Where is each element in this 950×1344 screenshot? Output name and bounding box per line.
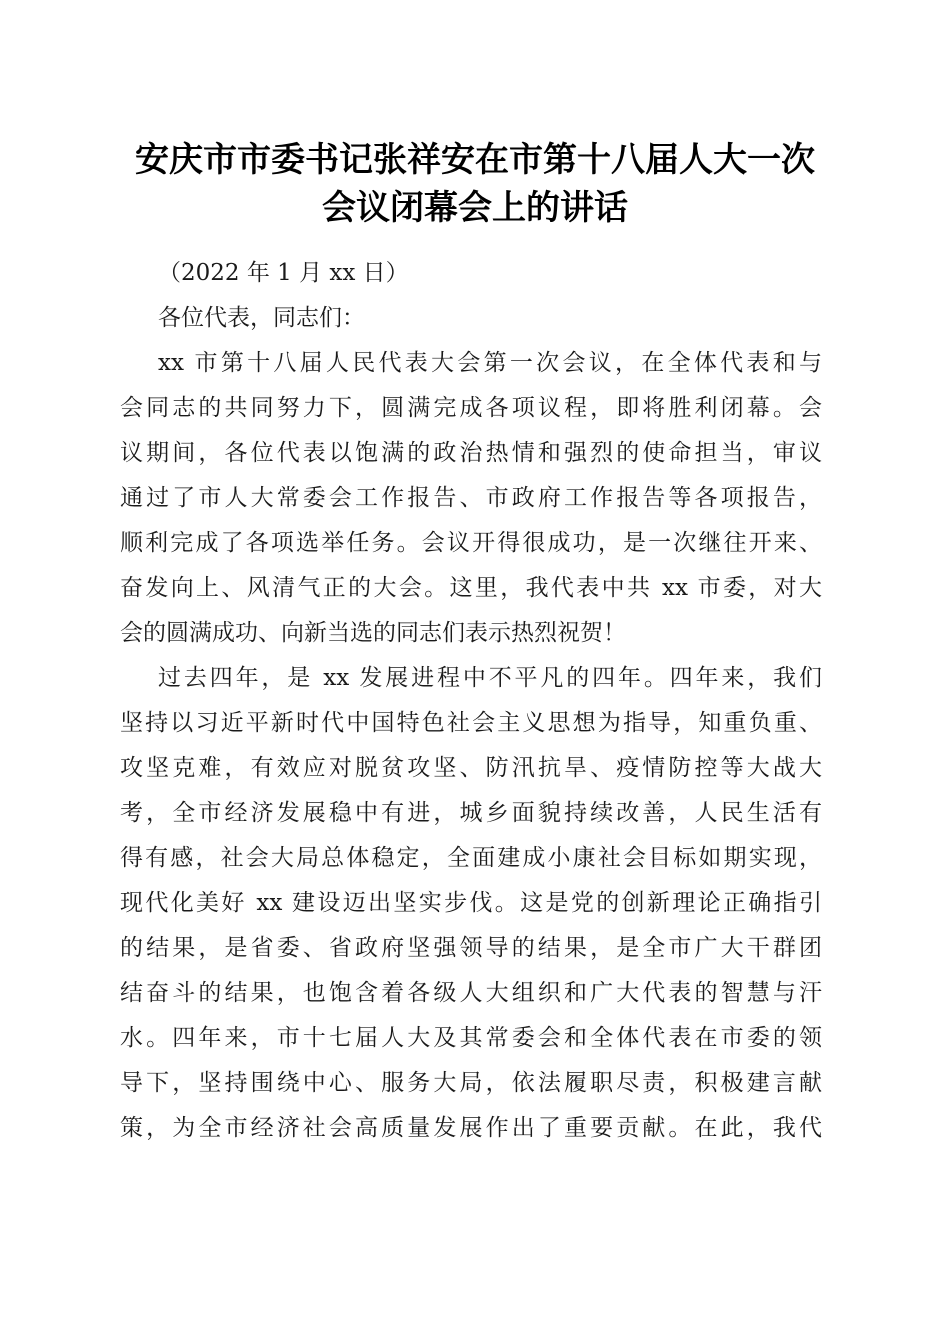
paragraph-1-line-5: 顺利完成了各项选举任务。会议开得很成功，是一次继往开来、 xyxy=(120,530,822,556)
title-line-2: 会议闭幕会上的讲话 xyxy=(322,188,628,228)
paragraph-1-line-1: xx 市第十八届人民代表大会第一次会议，在全体代表和与 xyxy=(158,350,822,376)
paragraph-2-line-1: 过去四年，是 xx 发展进程中不平凡的四年。四年来，我们 xyxy=(158,665,822,691)
paragraph-2-line-5: 得有感，社会大局总体稳定，全面建成小康社会目标如期实现， xyxy=(120,845,822,871)
paragraph-1-line-3: 议期间，各位代表以饱满的政治热情和强烈的使命担当，审议 xyxy=(120,440,822,466)
paragraph-2-line-7: 的结果，是省委、省政府坚强领导的结果，是全市广大干群团 xyxy=(120,935,822,961)
paragraph-2-line-6: 现代化美好 xx 建设迈出坚实步伐。这是党的创新理论正确指引 xyxy=(120,890,822,916)
title-line-1: 安庆市市委书记张祥安在市第十八届人大一次 xyxy=(135,140,815,180)
document-title xyxy=(110,136,840,232)
paragraph-2-line-8: 结奋斗的结果，也饱含着各级人大组织和广大代表的智慧与汗 xyxy=(120,980,822,1006)
document-body xyxy=(120,251,822,1151)
paragraph-2-line-4: 考，全市经济发展稳中有进，城乡面貌持续改善，人民生活有 xyxy=(120,800,822,826)
paragraph-2-line-11: 策，为全市经济社会高质量发展作出了重要贡献。在此，我代 xyxy=(120,1115,822,1141)
paragraph-2-line-3: 攻坚克难，有效应对脱贫攻坚、防汛抗旱、疫情防控等大战大 xyxy=(120,755,822,781)
paragraph-1-line-4: 通过了市人大常委会工作报告、市政府工作报告等各项报告， xyxy=(120,485,822,511)
paragraph-1-line-6: 奋发向上、风清气正的大会。这里，我代表中共 xx 市委，对大 xyxy=(120,575,822,601)
paragraph-1-line-7: 会的圆满成功、向新当选的同志们表示热烈祝贺！ xyxy=(120,620,626,646)
paragraph-2-line-9: 水。四年来，市十七届人大及其常委会和全体代表在市委的领 xyxy=(120,1025,822,1051)
paragraph-2-line-2: 坚持以习近平新时代中国特色社会主义思想为指导，知重负重、 xyxy=(120,710,822,736)
salutation: 各位代表，同志们： xyxy=(158,305,365,331)
paragraph-1-line-2: 会同志的共同努力下，圆满完成各项议程，即将胜利闭幕。会 xyxy=(120,395,822,421)
paragraph-2-line-10: 导下，坚持围绕中心、服务大局，依法履职尽责，积极建言献 xyxy=(120,1070,822,1096)
date-line: （2022 年 1 月 xx 日） xyxy=(158,260,409,286)
